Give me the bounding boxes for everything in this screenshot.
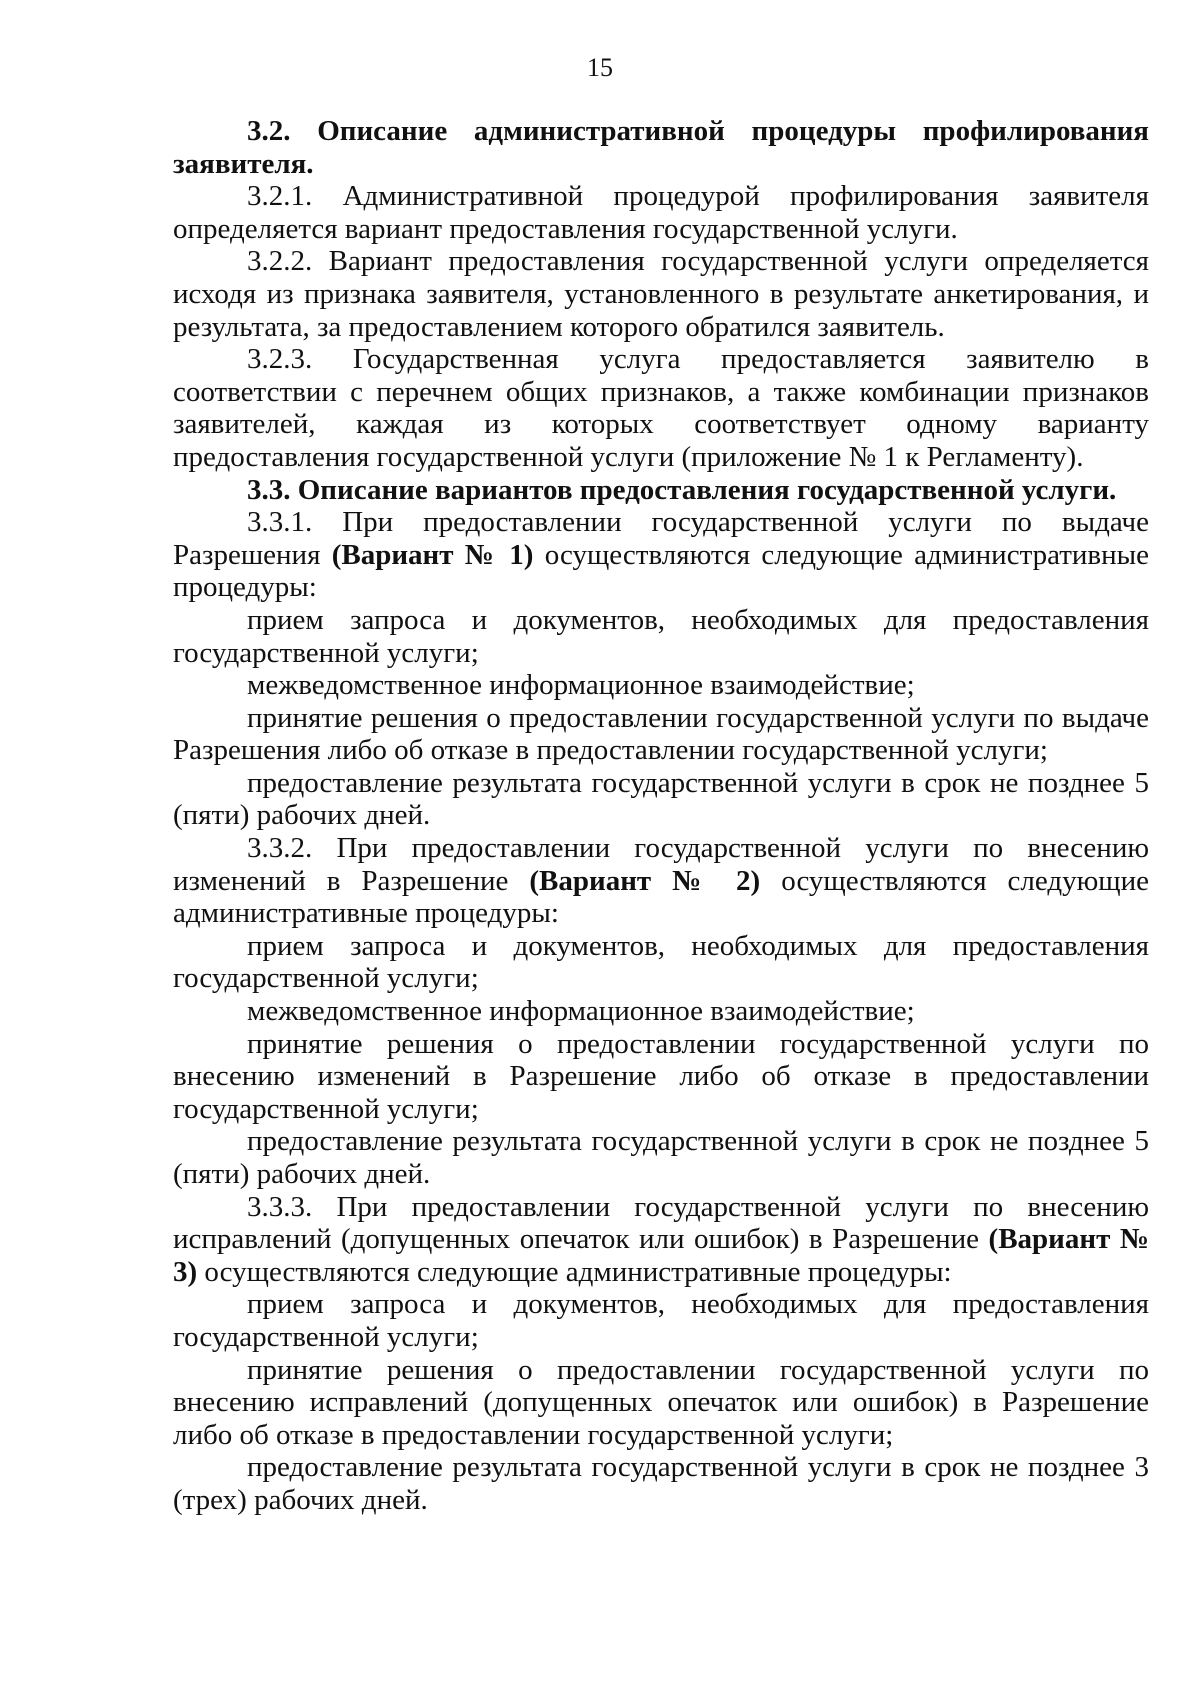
list-item: принятие решения о предоставлении государственной услуги по внесению изменений в Разрешение либо об отказе в предоставлении государственной услуги;: [173, 1027, 1149, 1125]
paragraph-3-3-2: [173, 832, 1149, 930]
list-item: предоставление результата государственной услуги в срок не позднее 3 (трех) рабочих дней.: [173, 1451, 1149, 1516]
page-number: 15: [587, 53, 613, 82]
paragraph-3-3-3-start: 3.3.3. При предоставлении государственной услуги по внесению исправлений (допущенных опечаток или ошибок) в Разрешение: [173, 1190, 1149, 1256]
paragraph-3-3-1-start: 3.3.1. При предоставлении государственной услуги по выдаче Разрешения: [173, 506, 1149, 571]
paragraph-3-3-2-start: 3.3.2. При предоставлении государственной услуги по внесению изменений в Разрешение: [173, 832, 1149, 897]
list-item: межведомственное информационное взаимодействие;: [247, 995, 915, 1028]
section-heading-3-3: 3.3. Описание вариантов предоставления государственной услуги.: [247, 473, 1117, 506]
list-item: предоставление результата государственной услуги в срок не позднее 5 (пяти) рабочих дней.: [173, 766, 1149, 832]
paragraph-3-3-1-end: осуществляются следующие административные процедуры:: [173, 538, 1149, 604]
paragraph-3-3-3: [173, 1191, 1149, 1289]
paragraph-3-2-1: 3.2.1. Административной процедурой профилирования заявителя определяется вариант предоставления государственной услуги.: [173, 180, 1149, 245]
list-item: предоставление результата государственной услуги в срок не позднее 5 (пяти) рабочих дней.: [173, 1125, 1149, 1190]
variant-3-label: (Вариант № 3): [173, 1223, 1149, 1288]
paragraph-3-3-2-end: осуществляются следующие административные процедуры:: [173, 864, 1150, 930]
list-item: принятие решения о предоставлении государственной услуги по внесению исправлений (допущенных опечаток или ошибок) в Разрешение либо об отказе в предоставлении государственной услуги;: [173, 1353, 1149, 1451]
list-item: прием запроса и документов, необходимых для предоставления государственной услуги;: [173, 929, 1149, 995]
variant-1-label: (Вариант № 1): [331, 538, 534, 571]
document-body: [173, 115, 1149, 1517]
paragraph-3-3-3-end: осуществляются следующие административные процедуры:: [197, 1255, 952, 1288]
paragraph-3-2-3: 3.2.3. Государственная услуга предоставляется заявителю в соответствии с перечнем общих признаков, а также комбинации признаков заявителей, каждая из которых соответствует одному варианту предоставления государственной услуги (приложение № 1 к Регламенту).: [173, 343, 1149, 473]
list-item: принятие решения о предоставлении государственной услуги по выдаче Разрешения либо об отказе в предоставлении государственной услуги;: [173, 701, 1149, 767]
list-item: прием запроса и документов, необходимых для предоставления государственной услуги;: [173, 1288, 1149, 1353]
list-item: прием запроса и документов, необходимых для предоставления государственной услуги;: [173, 603, 1149, 669]
list-item: межведомственное информационное взаимодействие;: [247, 669, 915, 702]
paragraph-3-2-2: 3.2.2. Вариант предоставления государственной услуги определяется исходя из признака заявителя, установленного в результате анкетирования, и результата, за предоставлением которого обратился заявитель.: [173, 245, 1149, 343]
variant-2-label: (Вариант № 2): [529, 864, 761, 897]
paragraph-3-3-1: [173, 506, 1149, 604]
section-heading-3-2: 3.2. Описание административной процедуры профилирования заявителя.: [173, 115, 1149, 180]
